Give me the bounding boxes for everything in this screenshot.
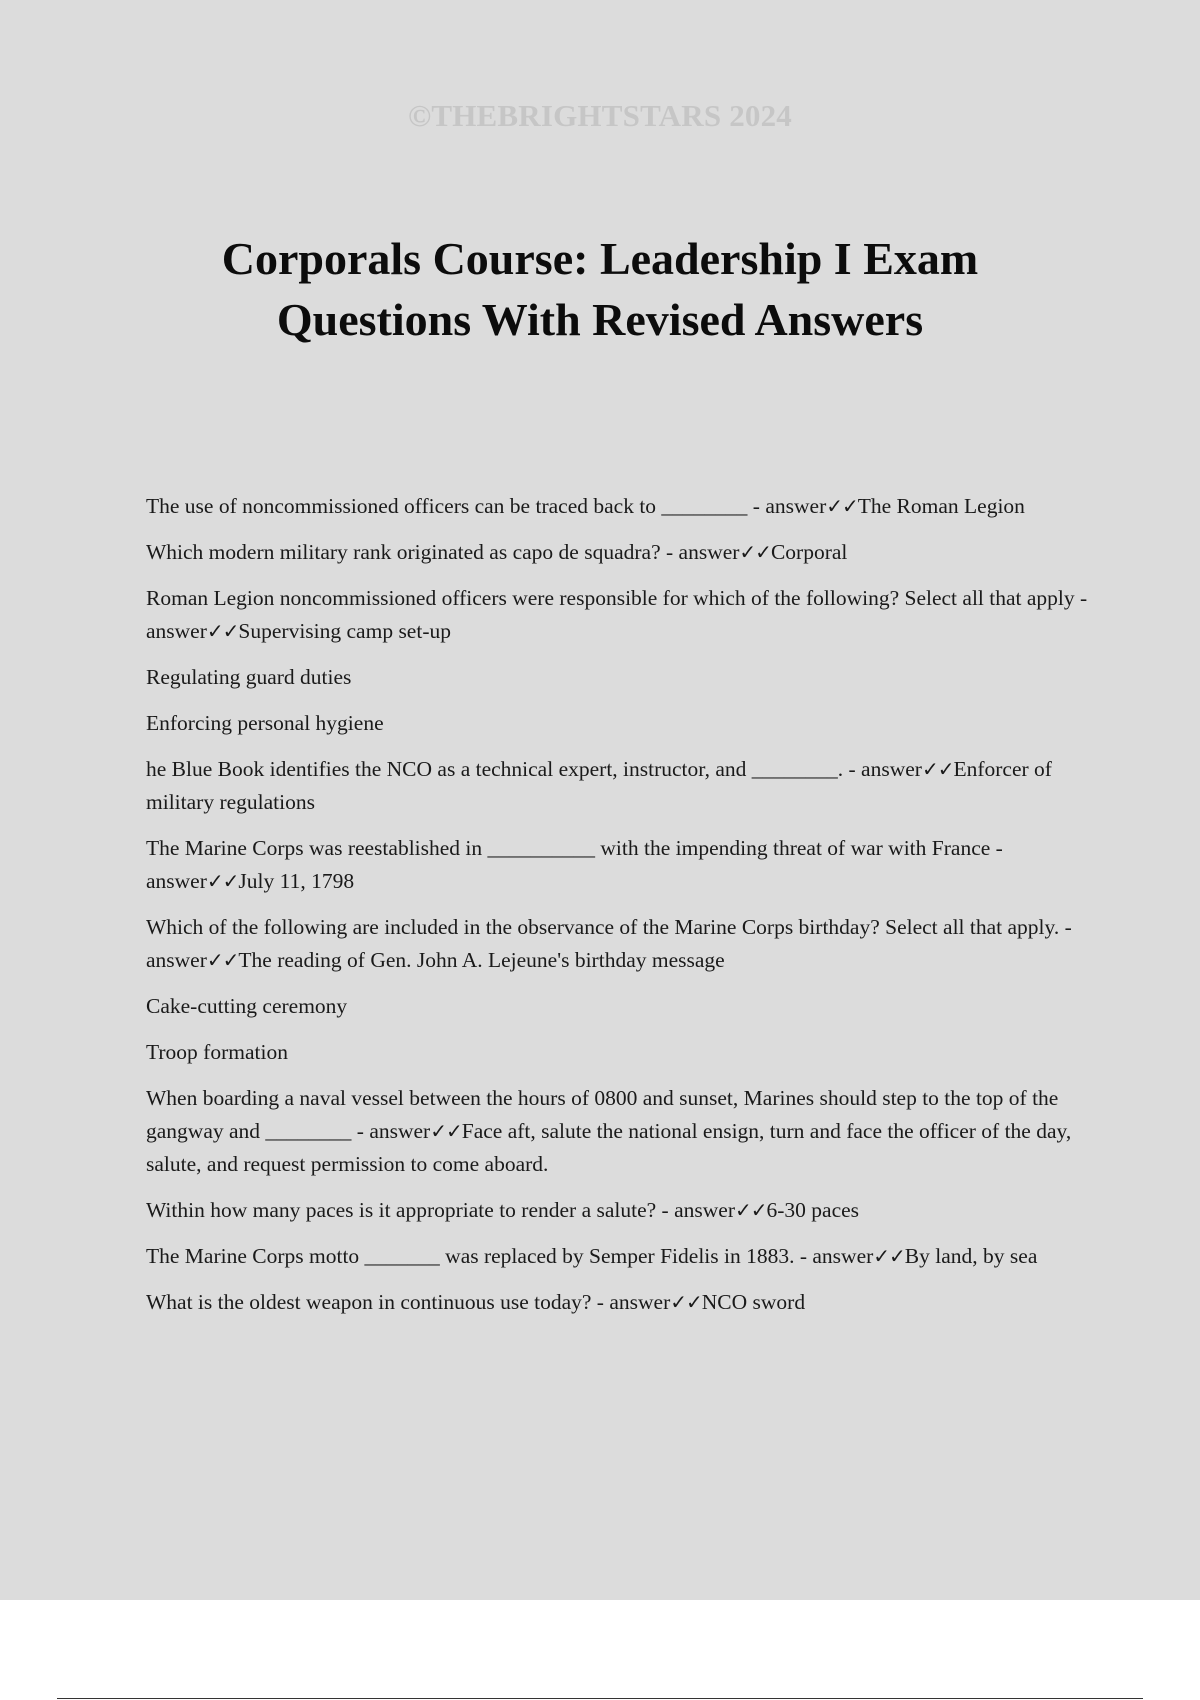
question-text: he Blue Book identifies the NCO as a technical expert, instructor, and ________. - [146, 757, 862, 781]
answer-marker: answer [369, 1119, 431, 1143]
answer-text: Supervising camp set-up [238, 619, 451, 643]
list-item-continuation [146, 990, 1096, 1023]
question-item [146, 832, 1096, 898]
answer-marker: answer [146, 619, 207, 643]
answer-text: Face aft, salute the national ensign, turn and face the officer of the day, salute, and request permission to come aboard. [146, 1119, 1072, 1176]
question-item [146, 1194, 1096, 1227]
answer-marker: answer [146, 948, 207, 972]
answer-marker: answer [609, 1290, 671, 1314]
check-icon: ✓✓ [873, 1244, 905, 1268]
check-icon: ✓✓ [826, 494, 858, 518]
question-text: The use of noncommissioned officers can be traced back to ________ - [146, 494, 766, 518]
question-text: The Marine Corps motto _______ was replaced by Semper Fidelis in 1883. - [146, 1244, 813, 1268]
item-text: Regulating guard duties [146, 665, 352, 689]
question-text: Which of the following are included in the observance of the Marine Corps birthday? Select all that apply. - [146, 915, 1072, 939]
check-icon: ✓✓ [206, 948, 239, 972]
list-item-continuation [146, 1036, 1096, 1069]
list-item-continuation [146, 661, 1096, 694]
question-text: What is the oldest weapon in continuous use today? - [146, 1290, 610, 1314]
item-text: Enforcing personal hygiene [146, 711, 384, 735]
question-text: Which modern military rank originated as capo de squadra? - [146, 540, 679, 564]
question-text: When boarding a naval vessel between the hours of 0800 and sunset, Marines should step to the top of the gangway and ________ - [146, 1086, 1059, 1143]
question-item [146, 536, 1096, 569]
answer-marker: answer [146, 869, 207, 893]
list-item-continuation [146, 707, 1096, 740]
answer-text: Corporal [770, 540, 848, 564]
footer-divider [57, 1698, 1143, 1699]
question-text: Within how many paces is it appropriate to render a salute? - [146, 1198, 675, 1222]
check-icon: ✓✓ [206, 869, 239, 893]
qa-list [146, 490, 1096, 1332]
watermark: ©THEBRIGHTSTARS 2024 [407, 98, 793, 133]
answer-text: 6-30 paces [766, 1198, 860, 1222]
answer-marker: answer [812, 1244, 874, 1268]
question-item [146, 753, 1096, 819]
question-item [146, 1240, 1096, 1273]
answer-text: July 11, 1798 [238, 869, 355, 893]
check-icon: ✓✓ [430, 1119, 462, 1143]
check-icon: ✓✓ [206, 619, 239, 643]
question-text: Roman Legion noncommissioned officers were responsible for which of the following? Select all that apply - [146, 586, 1088, 610]
answer-text: The Roman Legion [857, 494, 1025, 518]
page-title [100, 228, 1100, 350]
check-icon: ✓✓ [921, 757, 954, 781]
item-text: Troop formation [146, 1040, 288, 1064]
answer-text: Enforcer of military regulations [146, 757, 1052, 814]
item-text: Cake-cutting ceremony [146, 994, 348, 1018]
answer-marker: answer [678, 540, 740, 564]
answer-marker: answer [765, 494, 827, 518]
question-item [146, 1286, 1096, 1319]
question-item [146, 911, 1096, 977]
answer-text: The reading of Gen. John A. Lejeune's birthday message [238, 948, 725, 972]
answer-text: By land, by sea [904, 1244, 1038, 1268]
check-icon: ✓✓ [670, 1290, 702, 1314]
answer-text: NCO sword [701, 1290, 806, 1314]
question-item [146, 1082, 1096, 1181]
title-line-1: Corporals Course: Leadership I Exam [221, 233, 979, 284]
question-item [146, 582, 1096, 648]
check-icon: ✓✓ [734, 1198, 767, 1222]
answer-marker: answer [674, 1198, 735, 1222]
answer-marker: answer [861, 757, 922, 781]
question-item [146, 490, 1096, 523]
question-text: The Marine Corps was reestablished in __________ with the impending threat of war with France - [146, 836, 1003, 860]
check-icon: ✓✓ [739, 540, 771, 564]
title-line-2: Questions With Revised Answers [276, 294, 924, 345]
